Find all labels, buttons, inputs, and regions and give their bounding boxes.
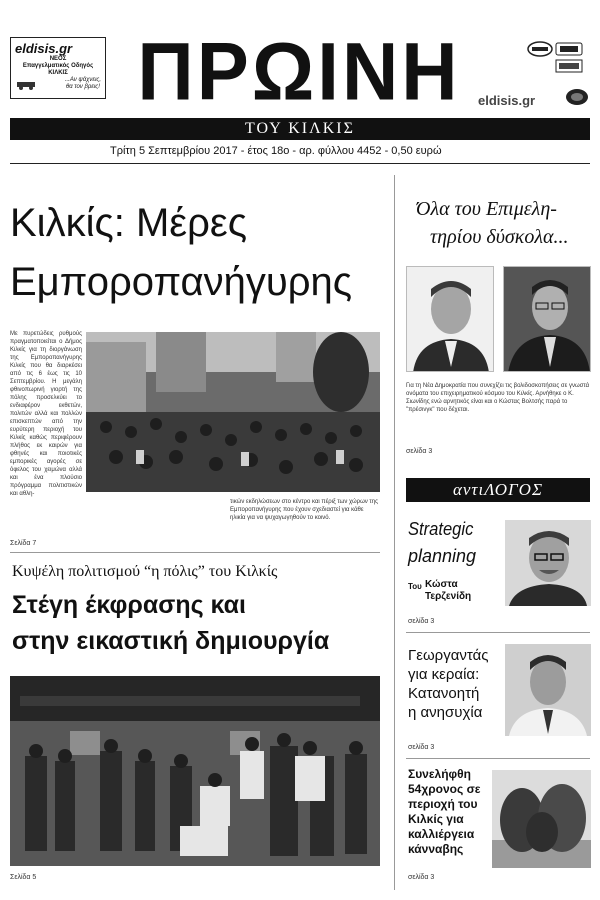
sidebar2-headline-line-2[interactable]: planning — [408, 546, 477, 566]
column-divider — [394, 175, 395, 890]
sidebar4-line-2: 54χρονος σε — [408, 782, 481, 796]
politician-portrait-icon — [505, 644, 591, 736]
lead-photo[interactable] — [86, 332, 380, 492]
ad-line-4: ...Αν ψάχνεις, — [64, 77, 101, 83]
speaker-icon — [564, 87, 590, 107]
sidebar3-line-3: Κατανοητή — [408, 685, 480, 702]
columnist-portrait-icon — [505, 520, 591, 606]
header-divider — [10, 163, 590, 164]
sidebar2-headline-line-1[interactable]: Strategic — [408, 519, 474, 539]
car-icon — [15, 78, 37, 90]
sidebar4-page-ref[interactable]: σελίδα 3 — [408, 874, 435, 881]
ad-line-2: Επαγγελματικός Οδηγός — [22, 63, 94, 69]
sidebar3-divider — [406, 758, 590, 759]
ad-line-1: ΝΕΟΣ — [49, 56, 67, 62]
ad-url: eldisis.gr — [15, 41, 73, 56]
publisher-logos-icon — [526, 40, 588, 84]
sidebar4-line-1: Συνελήφθη — [408, 767, 471, 781]
sidebar4-line-4: Κιλκίς για — [408, 812, 464, 826]
sidebar2-byline-name: Κώστα Τερζενίδη — [425, 579, 472, 602]
sidebar2-portrait — [505, 520, 591, 606]
sidebar3-headline[interactable] — [408, 646, 488, 722]
sidebar4-line-6: κάνναβης — [408, 842, 464, 856]
sidebar3-line-2: για κεραία: — [408, 666, 480, 683]
gallery-crowd-image — [10, 676, 380, 866]
lead-divider — [10, 552, 380, 553]
cannabis-plants-image — [492, 770, 591, 868]
masthead-subtitle: ΤΟΥ ΚΙΛΚΙΣ — [245, 120, 355, 137]
culture-photo[interactable] — [10, 676, 380, 866]
masthead-subtitle-bar — [10, 118, 590, 140]
website-label[interactable]: eldisis.gr — [478, 93, 536, 108]
sidebar2-byline-prefix: Του — [408, 582, 422, 591]
ad-line-5: θα τον βρεις! — [65, 84, 100, 90]
lead-body: Με πυρετώδεις ρυθμούς πραγματοποιείται ο Δήμος Κιλκίς για τη διοργάνωση της Εμποροπανήγυρης Κιλκίς που θα διαρκέσει από τις 6 έως τις 10 Σεπτεμβρίου. Η μεγάλη φθινοπωρινή γιορτή της πόλης προσελκύει το ενδιαφέρον εκθετών, πολιτών αλλά και πολλών επισκεπτών από την ευρύτερη περιοχή του Κιλκίς καθώς περιφέρουν πλήθος εκ καιρών για φθηνές και ποιοτικές εμπορικές αγορές σε όφελος του χειμώνα αλλά και ένα πλούσιο πρόγραμμα πολιτιστικών και αθλη- — [10, 331, 82, 497]
culture-kicker: Κυψέλη πολιτισμού “η πόλις” του Κιλκίς — [12, 563, 278, 580]
masthead-title: ΠΡΩΙΝΗ — [137, 24, 461, 118]
sidebar2-divider — [406, 632, 590, 633]
sidebar1-page-ref[interactable]: σελίδα 3 — [406, 448, 433, 455]
sidebar2-page-ref[interactable]: σελίδα 3 — [408, 618, 435, 625]
sidebar1-headline-line-1[interactable]: Όλα του Επιμελη- — [416, 198, 557, 220]
culture-page-ref[interactable]: Σελίδα 5 — [10, 874, 37, 881]
man-with-glasses-portrait-icon — [504, 267, 591, 372]
sidebar1-headline-line-2[interactable]: τηρίου δύσκολα... — [430, 226, 569, 248]
sidebar3-page-ref[interactable]: σελίδα 3 — [408, 744, 435, 751]
sidebar3-portrait — [505, 644, 591, 736]
sidebar3-line-1: Γεωργαντάς — [408, 647, 489, 664]
sidebar1-portrait-left — [406, 266, 494, 372]
sidebar1-portrait-right — [503, 266, 591, 372]
culture-headline-line-1[interactable]: Στέγη έκφρασης και — [12, 591, 246, 619]
sidebar4-photo — [492, 770, 591, 868]
sidebar4-line-3: περιοχή του — [408, 797, 478, 811]
ad-line-3: ΚΙΛΚΙΣ — [48, 70, 68, 76]
sidebar3-line-4: η ανησυχία — [408, 704, 483, 721]
dateline: Τρίτη 5 Σεπτεμβρίου 2017 - έτος 18ο - αρ. φύλλου 4452 - 0,50 ευρώ — [110, 145, 442, 157]
sidebar1-body: Για τη Νέα Δημοκρατία που συνεχίζει τις βολιδοσκοπήσεις σε γνωστά ονόματα του επιχειρηματικού κόσμου του Κιλκίς. Αρνήθηκε ο Κ. Σιωνίδης ενώ αρνητικός είναι και ο Κώστας Βολτσής παρά το "πρέσινγκ" που δέχεται. — [406, 383, 590, 413]
crowd-street-image — [86, 332, 380, 492]
culture-headline-line-2[interactable]: στην εικαστική δημιουργία — [12, 627, 330, 655]
lead-headline-line-1[interactable]: Κιλκίς: Μέρες — [10, 201, 247, 245]
lead-caption: τικών εκδηλώσεων στο κέντρο και πέριξ των χώρων της Εμποροπανήγυρης που έχουν σχεδιαστεί για κάθε ηλικία για να ψυχαγωγηθούν το κοινό. — [230, 499, 379, 521]
man-portrait-icon — [407, 267, 494, 372]
sidebar4-line-5: καλλιέργεια — [408, 827, 475, 841]
sidebar4-headline[interactable] — [408, 767, 481, 857]
lead-headline-line-2[interactable]: Εμποροπανήγυρης — [10, 260, 352, 304]
lead-page-ref[interactable]: Σελίδα 7 — [10, 540, 37, 547]
eldisis-ad-box[interactable] — [10, 37, 106, 99]
antilogos-section-bar — [406, 478, 590, 502]
section-label: αντιΛΟΓΟΣ — [452, 480, 544, 499]
